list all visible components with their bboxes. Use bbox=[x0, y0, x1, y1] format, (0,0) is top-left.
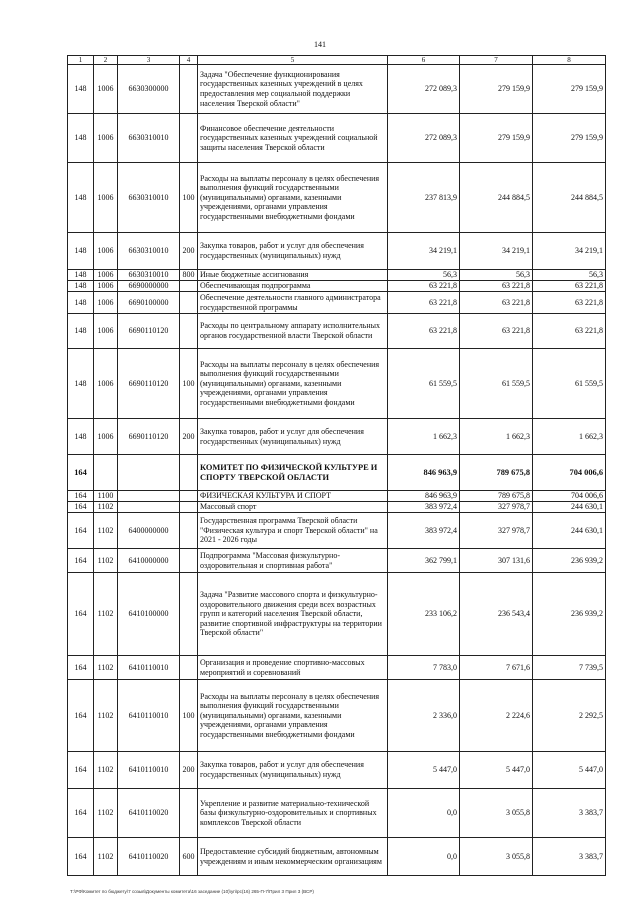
section-code-cell: 1102 bbox=[94, 789, 118, 838]
target-article-cell: 6630310010 bbox=[118, 114, 180, 163]
amount-2026-cell: 1 662,3 bbox=[533, 419, 606, 455]
page-number: 141 bbox=[314, 40, 326, 49]
amount-2025-cell: 7 671,6 bbox=[460, 656, 533, 680]
expense-type-cell bbox=[180, 281, 198, 292]
section-code-cell: 1102 bbox=[94, 680, 118, 752]
ministry-code-cell: 164 bbox=[68, 491, 94, 502]
header-cell: 6 bbox=[388, 56, 460, 65]
amount-2025-cell: 789 675,8 bbox=[460, 491, 533, 502]
amount-2024-cell: 0,0 bbox=[388, 789, 460, 838]
target-article-cell: 6690110120 bbox=[118, 419, 180, 455]
target-article-cell: 6410110020 bbox=[118, 838, 180, 876]
header-cell: 7 bbox=[460, 56, 533, 65]
amount-2025-cell: 61 559,5 bbox=[460, 349, 533, 419]
description-cell: Расходы на выплаты персоналу в целях обеспечения выполнения функций государственными (муниципальными) органами, казенными учреждениями, органами управления государственными внебюджетными фондами bbox=[198, 163, 388, 233]
description-cell: Организация и проведение спортивно-массовых мероприятий и соревнований bbox=[198, 656, 388, 680]
target-article-cell: 6410110010 bbox=[118, 752, 180, 789]
ministry-code-cell: 164 bbox=[68, 513, 94, 549]
amount-2024-cell: 63 221,8 bbox=[388, 314, 460, 349]
amount-2026-cell: 5 447,0 bbox=[533, 752, 606, 789]
section-code-cell: 1006 bbox=[94, 292, 118, 314]
amount-2024-cell: 237 813,9 bbox=[388, 163, 460, 233]
amount-2024-cell: 272 089,3 bbox=[388, 114, 460, 163]
expense-type-cell bbox=[180, 455, 198, 491]
description-cell: Обеспечивающая подпрограмма bbox=[198, 281, 388, 292]
amount-2026-cell: 236 939,2 bbox=[533, 549, 606, 573]
expense-type-cell: 100 bbox=[180, 163, 198, 233]
ministry-code-cell: 164 bbox=[68, 752, 94, 789]
amount-2025-cell: 3 055,8 bbox=[460, 838, 533, 876]
description-cell: Расходы по центральному аппарату исполнительных органов государственной власти Тверской области bbox=[198, 314, 388, 349]
table-row bbox=[68, 656, 606, 680]
amount-2025-cell: 56,3 bbox=[460, 270, 533, 281]
amount-2024-cell: 233 106,2 bbox=[388, 573, 460, 656]
table-row bbox=[68, 281, 606, 292]
section-code-cell: 1102 bbox=[94, 513, 118, 549]
amount-2024-cell: 63 221,8 bbox=[388, 292, 460, 314]
header-cell: 3 bbox=[118, 56, 180, 65]
amount-2026-cell: 63 221,8 bbox=[533, 292, 606, 314]
expense-type-cell bbox=[180, 789, 198, 838]
header-cell: 8 bbox=[533, 56, 606, 65]
amount-2025-cell: 34 219,1 bbox=[460, 233, 533, 270]
section-code-cell: 1100 bbox=[94, 491, 118, 502]
target-article-cell: 6690110120 bbox=[118, 314, 180, 349]
target-article-cell bbox=[118, 491, 180, 502]
description-cell: Обеспечение деятельности главного администратора государственной программы bbox=[198, 292, 388, 314]
ministry-code-cell: 148 bbox=[68, 281, 94, 292]
description-cell: ФИЗИЧЕСКАЯ КУЛЬТУРА И СПОРТ bbox=[198, 491, 388, 502]
amount-2025-cell: 63 221,8 bbox=[460, 281, 533, 292]
target-article-cell: 6690100000 bbox=[118, 292, 180, 314]
amount-2024-cell: 846 963,9 bbox=[388, 455, 460, 491]
expense-type-cell: 800 bbox=[180, 270, 198, 281]
section-code-cell: 1006 bbox=[94, 233, 118, 270]
table-row bbox=[68, 114, 606, 163]
expense-type-cell bbox=[180, 549, 198, 573]
ministry-code-cell: 148 bbox=[68, 233, 94, 270]
expense-type-cell: 200 bbox=[180, 419, 198, 455]
budget-table bbox=[67, 55, 606, 876]
amount-2024-cell: 0,0 bbox=[388, 838, 460, 876]
amount-2024-cell: 272 089,3 bbox=[388, 65, 460, 114]
expense-type-cell bbox=[180, 65, 198, 114]
amount-2024-cell: 34 219,1 bbox=[388, 233, 460, 270]
section-code-cell: 1102 bbox=[94, 502, 118, 513]
table-row bbox=[68, 163, 606, 233]
description-cell: Укрепление и развитие материально-технической базы физкультурно-оздоровительных и спортивных комплексов Тверской области bbox=[198, 789, 388, 838]
amount-2026-cell: 3 383,7 bbox=[533, 838, 606, 876]
description-cell: Подпрограмма "Массовая физкультурно-оздоровительная и спортивная работа" bbox=[198, 549, 388, 573]
section-code-cell: 1102 bbox=[94, 752, 118, 789]
section-code-cell bbox=[94, 455, 118, 491]
section-code-cell: 1102 bbox=[94, 838, 118, 876]
description-cell: Массовый спорт bbox=[198, 502, 388, 513]
amount-2026-cell: 61 559,5 bbox=[533, 349, 606, 419]
amount-2026-cell: 63 221,8 bbox=[533, 314, 606, 349]
amount-2025-cell: 63 221,8 bbox=[460, 314, 533, 349]
amount-2025-cell: 5 447,0 bbox=[460, 752, 533, 789]
target-article-cell bbox=[118, 502, 180, 513]
table-row bbox=[68, 349, 606, 419]
ministry-code-cell: 148 bbox=[68, 314, 94, 349]
amount-2024-cell: 846 963,9 bbox=[388, 491, 460, 502]
amount-2024-cell: 1 662,3 bbox=[388, 419, 460, 455]
expense-type-cell bbox=[180, 513, 198, 549]
description-cell: Финансовое обеспечение деятельности государственных казенных учреждений социальной защиты населения Тверской области bbox=[198, 114, 388, 163]
description-cell: КОМИТЕТ ПО ФИЗИЧЕСКОЙ КУЛЬТУРЕ И СПОРТУ ТВЕРСКОЙ ОБЛАСТИ bbox=[198, 455, 388, 491]
ministry-code-cell: 164 bbox=[68, 680, 94, 752]
ministry-code-cell: 164 bbox=[68, 502, 94, 513]
section-code-cell: 1006 bbox=[94, 314, 118, 349]
header-cell: 2 bbox=[94, 56, 118, 65]
amount-2025-cell: 279 159,9 bbox=[460, 65, 533, 114]
target-article-cell: 6400000000 bbox=[118, 513, 180, 549]
amount-2025-cell: 279 159,9 bbox=[460, 114, 533, 163]
ministry-code-cell: 164 bbox=[68, 656, 94, 680]
amount-2025-cell: 2 224,6 bbox=[460, 680, 533, 752]
amount-2026-cell: 3 383,7 bbox=[533, 789, 606, 838]
description-cell: Закупка товаров, работ и услуг для обеспечения государственных (муниципальных) нужд bbox=[198, 752, 388, 789]
target-article-cell: 6630310010 bbox=[118, 270, 180, 281]
amount-2026-cell: 279 159,9 bbox=[533, 65, 606, 114]
expense-type-cell: 200 bbox=[180, 233, 198, 270]
amount-2025-cell: 1 662,3 bbox=[460, 419, 533, 455]
amount-2024-cell: 383 972,4 bbox=[388, 502, 460, 513]
target-article-cell: 6410000000 bbox=[118, 549, 180, 573]
ministry-code-cell: 148 bbox=[68, 292, 94, 314]
amount-2024-cell: 56,3 bbox=[388, 270, 460, 281]
amount-2025-cell: 307 131,6 bbox=[460, 549, 533, 573]
header-cell: 1 bbox=[68, 56, 94, 65]
table-row bbox=[68, 419, 606, 455]
target-article-cell: 6410100000 bbox=[118, 573, 180, 656]
amount-2025-cell: 236 543,4 bbox=[460, 573, 533, 656]
amount-2026-cell: 244 630,1 bbox=[533, 502, 606, 513]
amount-2026-cell: 279 159,9 bbox=[533, 114, 606, 163]
expense-type-cell bbox=[180, 502, 198, 513]
header-cell: 5 bbox=[198, 56, 388, 65]
ministry-code-cell: 148 bbox=[68, 114, 94, 163]
ministry-code-cell: 164 bbox=[68, 549, 94, 573]
section-code-cell: 1006 bbox=[94, 349, 118, 419]
target-article-cell: 6410110010 bbox=[118, 680, 180, 752]
header-row bbox=[68, 56, 606, 65]
amount-2026-cell: 34 219,1 bbox=[533, 233, 606, 270]
section-code-cell: 1006 bbox=[94, 65, 118, 114]
amount-2026-cell: 2 292,5 bbox=[533, 680, 606, 752]
expense-type-cell bbox=[180, 314, 198, 349]
expense-type-cell bbox=[180, 491, 198, 502]
section-code-cell: 1006 bbox=[94, 281, 118, 292]
table-row bbox=[68, 573, 606, 656]
amount-2025-cell: 244 884,5 bbox=[460, 163, 533, 233]
section-code-cell: 1102 bbox=[94, 549, 118, 573]
amount-2026-cell: 63 221,8 bbox=[533, 281, 606, 292]
target-article-cell: 6410110020 bbox=[118, 789, 180, 838]
amount-2024-cell: 383 972,4 bbox=[388, 513, 460, 549]
table-row bbox=[68, 752, 606, 789]
amount-2026-cell: 7 739,5 bbox=[533, 656, 606, 680]
ministry-code-cell: 164 bbox=[68, 838, 94, 876]
footer-path: Т:\РФ\Комитет по бюджету\7 созыв\Документы комитета\16 заседание (10)\уп\рс(16) 265-П-7\Прил 3 Прил 3 (ВСР) bbox=[70, 889, 314, 894]
amount-2026-cell: 56,3 bbox=[533, 270, 606, 281]
ministry-code-cell: 148 bbox=[68, 349, 94, 419]
amount-2024-cell: 5 447,0 bbox=[388, 752, 460, 789]
amount-2025-cell: 63 221,8 bbox=[460, 292, 533, 314]
section-code-cell: 1006 bbox=[94, 419, 118, 455]
amount-2024-cell: 2 336,0 bbox=[388, 680, 460, 752]
amount-2024-cell: 61 559,5 bbox=[388, 349, 460, 419]
target-article-cell bbox=[118, 455, 180, 491]
ministry-code-cell: 148 bbox=[68, 163, 94, 233]
ministry-code-cell: 164 bbox=[68, 455, 94, 491]
description-cell: Расходы на выплаты персоналу в целях обеспечения выполнения функций государственными (муниципальными) органами, казенными учреждениями, органами управления государственными внебюджетными фондами bbox=[198, 680, 388, 752]
target-article-cell: 6630310010 bbox=[118, 233, 180, 270]
ministry-code-cell: 148 bbox=[68, 65, 94, 114]
amount-2024-cell: 63 221,8 bbox=[388, 281, 460, 292]
section-code-cell: 1006 bbox=[94, 114, 118, 163]
table-row bbox=[68, 513, 606, 549]
ministry-code-cell: 164 bbox=[68, 573, 94, 656]
target-article-cell: 6690110120 bbox=[118, 349, 180, 419]
table-row bbox=[68, 680, 606, 752]
amount-2026-cell: 244 630,1 bbox=[533, 513, 606, 549]
description-cell: Закупка товаров, работ и услуг для обеспечения государственных (муниципальных) нужд bbox=[198, 233, 388, 270]
table-row bbox=[68, 65, 606, 114]
description-cell: Задача "Обеспечение функционирования государственных казенных учреждений в целях предоставления мер социальной поддержки населения Тверской области" bbox=[198, 65, 388, 114]
table-row bbox=[68, 491, 606, 502]
ministry-code-cell: 148 bbox=[68, 419, 94, 455]
ministry-code-cell: 164 bbox=[68, 789, 94, 838]
section-code-cell: 1006 bbox=[94, 163, 118, 233]
description-cell: Предоставление субсидий бюджетным, автономным учреждениям и иным некоммерческим организациям bbox=[198, 838, 388, 876]
amount-2024-cell: 7 783,0 bbox=[388, 656, 460, 680]
amount-2026-cell: 704 006,6 bbox=[533, 491, 606, 502]
target-article-cell: 6630310010 bbox=[118, 163, 180, 233]
expense-type-cell: 100 bbox=[180, 349, 198, 419]
table-row bbox=[68, 270, 606, 281]
section-code-cell: 1102 bbox=[94, 573, 118, 656]
target-article-cell: 6690000000 bbox=[118, 281, 180, 292]
target-article-cell: 6630300000 bbox=[118, 65, 180, 114]
table-row bbox=[68, 292, 606, 314]
description-cell: Закупка товаров, работ и услуг для обеспечения государственных (муниципальных) нужд bbox=[198, 419, 388, 455]
table-row bbox=[68, 314, 606, 349]
table-row bbox=[68, 789, 606, 838]
expense-type-cell: 600 bbox=[180, 838, 198, 876]
expense-type-cell bbox=[180, 656, 198, 680]
description-cell: Задача "Развитие массового спорта и физкультурно-оздоровительного движения среди всех возрастных групп и категорий населения Тверской области, развитие спортивной инфраструктуры на территории Тверской области" bbox=[198, 573, 388, 656]
table-row bbox=[68, 233, 606, 270]
amount-2026-cell: 236 939,2 bbox=[533, 573, 606, 656]
amount-2026-cell: 704 006,6 bbox=[533, 455, 606, 491]
amount-2025-cell: 327 978,7 bbox=[460, 513, 533, 549]
amount-2025-cell: 789 675,8 bbox=[460, 455, 533, 491]
section-code-cell: 1006 bbox=[94, 270, 118, 281]
description-cell: Расходы на выплаты персоналу в целях обеспечения выполнения функций государственными (муниципальными) органами, казенными учреждениями, органами управления государственными внебюджетными фондами bbox=[198, 349, 388, 419]
amount-2024-cell: 362 799,1 bbox=[388, 549, 460, 573]
table-row bbox=[68, 502, 606, 513]
table-row bbox=[68, 838, 606, 876]
description-cell: Иные бюджетные ассигнования bbox=[198, 270, 388, 281]
expense-type-cell bbox=[180, 292, 198, 314]
section-code-cell: 1102 bbox=[94, 656, 118, 680]
target-article-cell: 6410110010 bbox=[118, 656, 180, 680]
expense-type-cell: 100 bbox=[180, 680, 198, 752]
ministry-code-cell: 148 bbox=[68, 270, 94, 281]
amount-2025-cell: 3 055,8 bbox=[460, 789, 533, 838]
description-cell: Государственная программа Тверской области "Физическая культура и спорт Тверской области" на 2021 - 2026 годы bbox=[198, 513, 388, 549]
expense-type-cell: 200 bbox=[180, 752, 198, 789]
table-row bbox=[68, 549, 606, 573]
amount-2025-cell: 327 978,7 bbox=[460, 502, 533, 513]
expense-type-cell bbox=[180, 114, 198, 163]
amount-2026-cell: 244 884,5 bbox=[533, 163, 606, 233]
expense-type-cell bbox=[180, 573, 198, 656]
table-row bbox=[68, 455, 606, 491]
header-cell: 4 bbox=[180, 56, 198, 65]
